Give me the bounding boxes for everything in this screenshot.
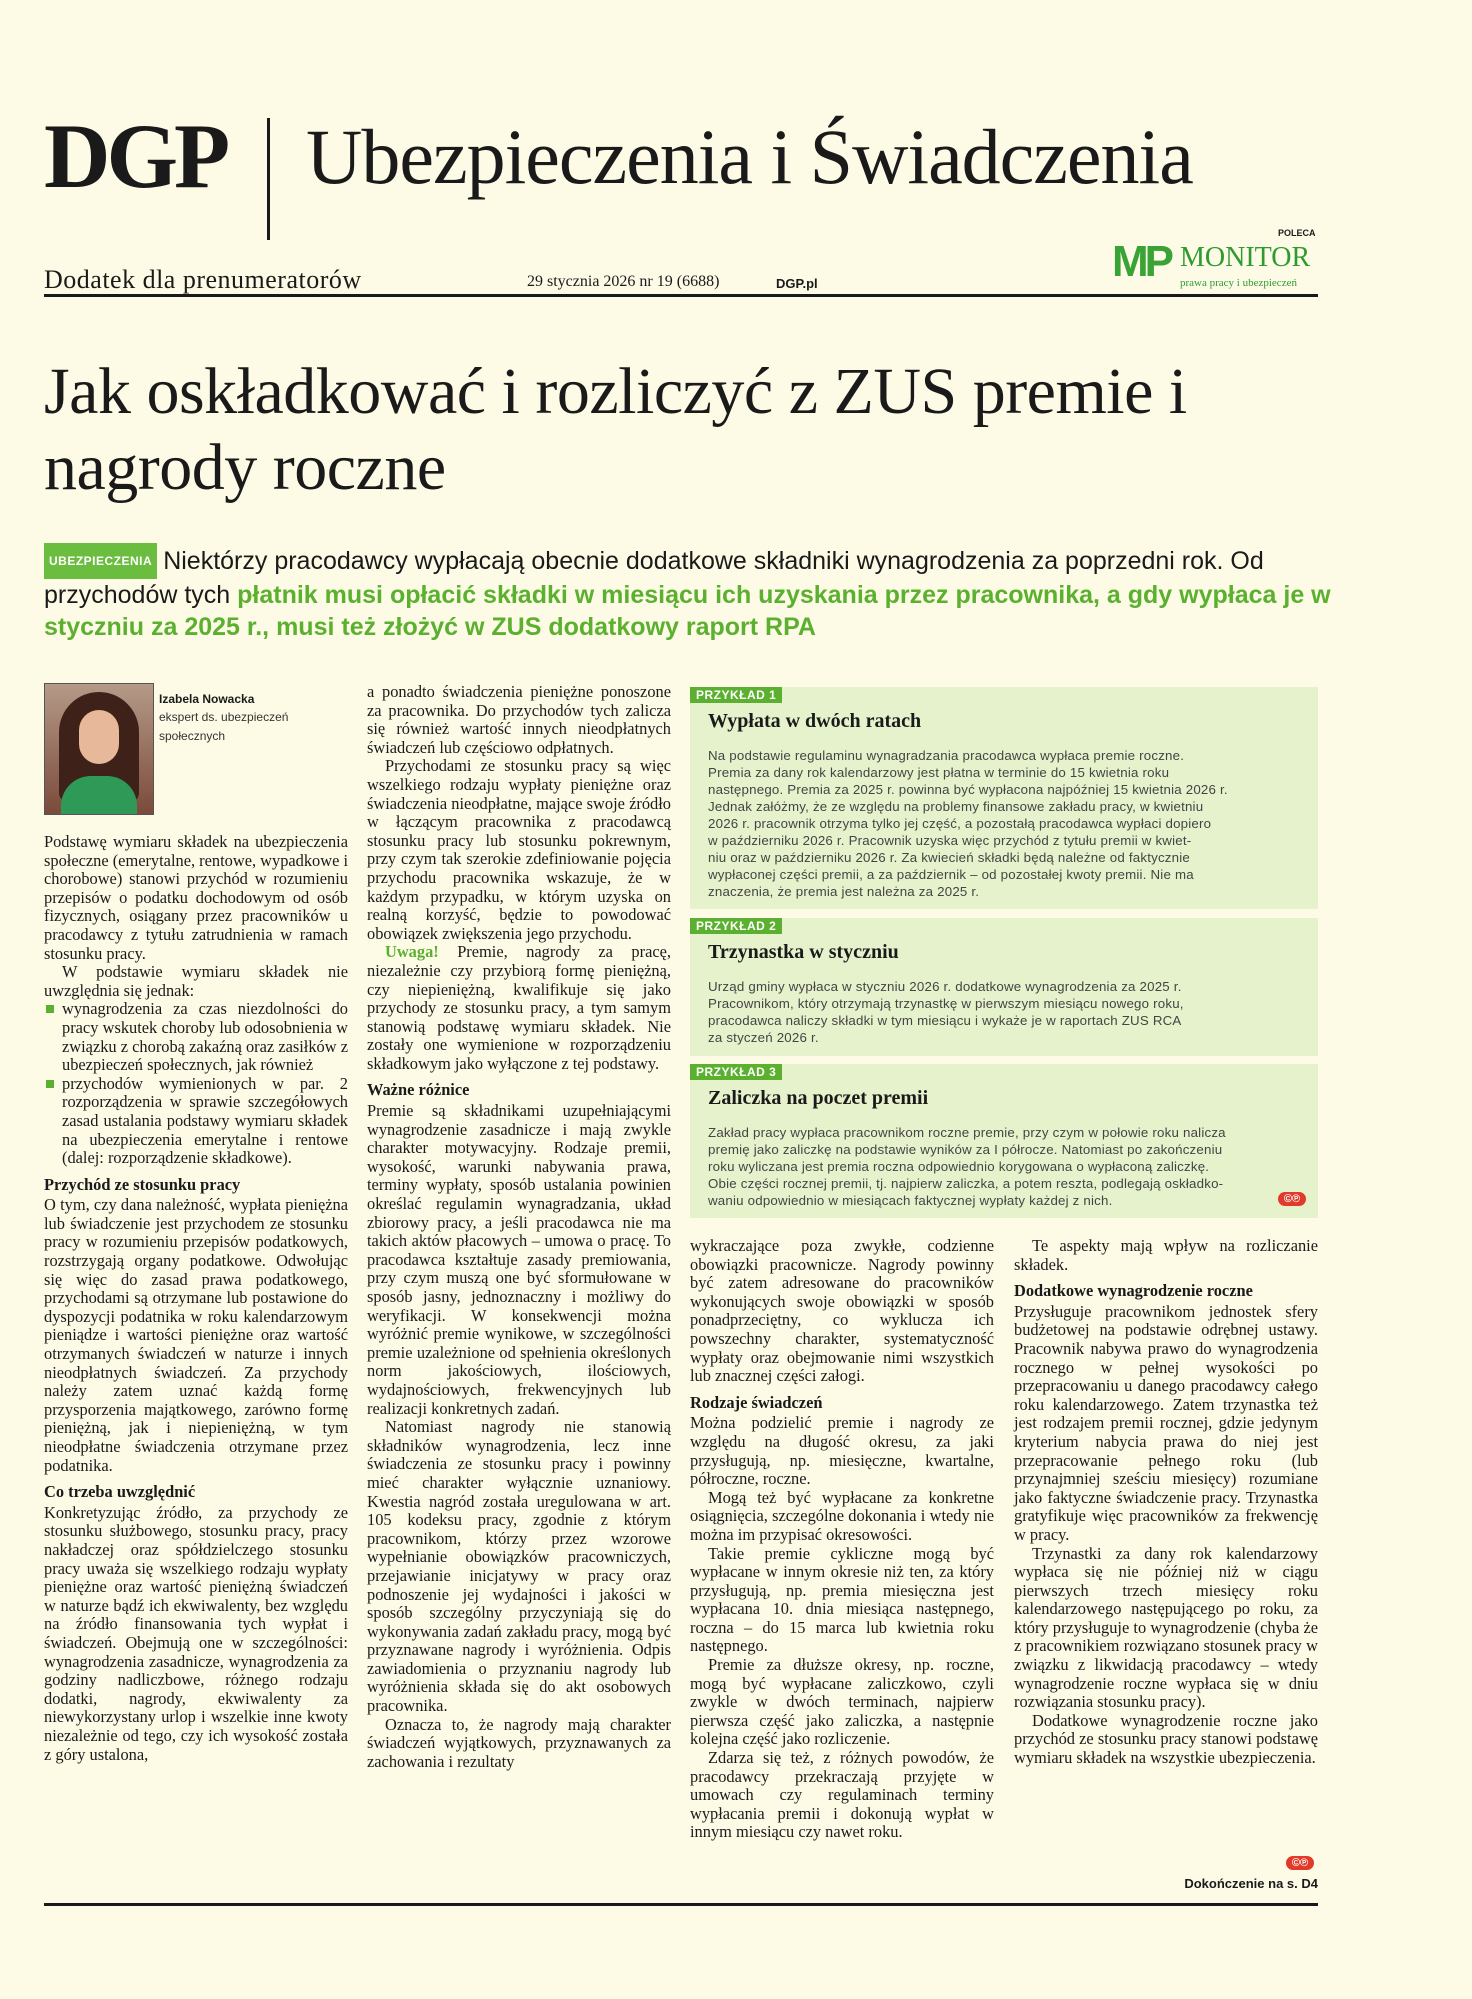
- mp-logo: MP: [1112, 237, 1170, 286]
- text-line: w październiku 2026 r. Pracownik uzyska więc przychód z tytułu premii w kwiet-: [708, 833, 1192, 848]
- example-text: [708, 978, 1308, 1046]
- text-line: 2026 r. pracownik otrzyma tylko jej część, a pozostałą pracodawca wypłaci dopiero: [708, 816, 1212, 831]
- text-line: Na podstawie regulaminu wynagradzania pracodawca wypłaca premie roczne.: [708, 748, 1185, 763]
- bottom-rule: [44, 1903, 1318, 1906]
- dgp-logo: DGP: [44, 105, 227, 207]
- paragraph: [367, 943, 671, 1073]
- text-line: niu oraz w październiku 2026 r. Za kwiecień składki będą należne od faktycznie: [708, 850, 1190, 865]
- paragraph: wykraczające poza zwykłe, codzienne obowiązki pracownicze. Nagrody powinny być zatem adresowane do pracowników wykonujących swoje obowiązki w sposób ponadprzeciętny, co wyklucza ich powszechny charakter, systematyczność wypłaty oraz obejmowanie nimi wszystkich lub znacznej części załogi.: [690, 1236, 994, 1386]
- paragraph: a ponadto świadczenia pieniężne ponoszone za pracownika. Do przychodów tych zalicza się również wartość innych nieodpłatnych świadczeń lub częściowo odpłatnych.: [367, 682, 671, 757]
- paragraph: Natomiast nagrody nie stanowią składników wynagrodzenia, lecz inne świadczenia ze stosunku pracy i powinny mieć charakter wyłącznie uznaniowy. Kwestia nagród została uregulowana w art. 105 kodeksu pracy, zgodnie z którym pracownikom, którzy przez wzorowe wypełnianie obowiązków pracowniczych, przejawianie inicjatywy w pracy oraz podnoszenie jej wydajności i jakości w sposób szczególny przyczyniają się do wykonywania zadań zakładu pracy, mogą być przyznawane nagrody i wyróżnienia. Odpis zawiadomienia o przyznaniu nagrody lub wyróżnienia składa się do akt osobowych pracownika.: [367, 1417, 671, 1716]
- author-role: ekspert ds. ubezpieczeń społecznych: [159, 710, 289, 743]
- article-lead: [44, 543, 1334, 643]
- subheading: Dodatkowe wynagrodzenie roczne: [1014, 1281, 1253, 1301]
- text-line: Obie części rocznej premii, tj. najpierw zaliczka, a potem reszta, podlegają oskładko-: [708, 1176, 1224, 1191]
- example-box-1: [690, 687, 1318, 909]
- section-title: Ubezpieczenia i Świadczenia: [306, 113, 1193, 200]
- text-line: premię jako zaliczkę na podstawie wyników za I półrocze. Natomiast po zakończeniu: [708, 1142, 1223, 1157]
- subheading: Ważne różnice: [367, 1080, 470, 1100]
- paragraph: Premie za dłuższe okresy, np. roczne, mogą być wypłacane zaliczkowo, czyli zwykle w dwóch terminach, najpierw pierwsza część jako zaliczka, a następnie kolejna część jako rozliczenie.: [690, 1655, 994, 1749]
- text-line: wypłaconej części premii, a za październik – od pozostałej kwoty premii. Nie ma: [708, 867, 1194, 882]
- example-label: PRZYKŁAD 3: [690, 1064, 782, 1080]
- text-line: pracodawca naliczy składki w tym miesiącu i wykaże je w raportach ZUS RCA: [708, 1013, 1182, 1028]
- paragraph: W podstawie wymiaru składek nie uwzględnia się jednak:: [44, 962, 348, 1000]
- example-label: PRZYKŁAD 1: [690, 687, 782, 703]
- author-photo: [44, 683, 154, 815]
- column-1: [44, 833, 348, 1764]
- continuation-note[interactable]: Dokończenie na s. D4: [1184, 1876, 1318, 1891]
- example-text: [708, 1124, 1308, 1209]
- paragraph: Premie są składnikami uzupełniającymi wynagrodzenie zasadnicze i mają zwykle charakter motywacyjny. Rodzaje premii, wysokość, warunki nabywania prawa, terminy wypłaty, sposób ustalania powinien określać regulamin wynagradzania, układ zbiorowy pracy, a jeśli pracodawca nie ma takich aktów płacowych – umowa o pracę. To pracodawca kształtuje zasady premiowania, przy czym muszą one być sformułowane w sposób jasny, jednoznaczny i możliwy do weryfikacji. W konsekwencji można wyróżnić premie wynikowe, w szczególności premie uzależnione od spełnienia określonych norm jakościowych, ilościowych, wydajnościowych, frekwencyjnych lub realizacji konkretnych zadań.: [367, 1101, 671, 1418]
- masthead-divider: [267, 118, 270, 240]
- top-rule: [44, 294, 1318, 297]
- column-3: [690, 1237, 994, 1842]
- text-line: Jednak załóżmy, że ze względu na problemy finansowe zakładu pracy, w kwietniu: [708, 799, 1204, 814]
- text-line: następnego. Premia za 2025 r. powinna być wypłacona najpóźniej 15 kwietnia 2026 r.: [708, 782, 1228, 797]
- paragraph: Przysługuje pracownikom jednostek sfery budżetowej na podstawie odrębnej ustawy. Pracownik nabywa prawo do wynagrodzenia rocznego w pełnej wysokości po przepracowaniu u danego pracodawcy całego roku kalendarzowego. Zatem trzynastka też jest rodzajem premii rocznej, gdzie jedynym kryterium nabycia prawa do niej jest przepracowanie pełnego roku (lub przynajmniej sześciu miesięcy) rozumiane jako faktyczne świadczenie pracy. Trzynastka gratyfikuje więc pracowników za frekwencję w pracy.: [1014, 1301, 1318, 1544]
- issue-date: 29 stycznia 2026 nr 19 (6688): [527, 273, 720, 290]
- monitor-logo: MONITOR: [1180, 242, 1311, 273]
- monitor-subtitle: prawa pracy i ubezpieczeń: [1180, 277, 1297, 289]
- example-title: Wypłata w dwóch ratach: [708, 710, 922, 732]
- paragraph: Te aspekty mają wpływ na rozliczanie składek.: [1014, 1236, 1318, 1274]
- paragraph: Podstawę wymiaru składek na ubezpieczenia społeczne (emerytalne, rentowe, wypadkowe i chorobowe) stanowi przychód w rozumieniu przepisów o podatku dochodowym od osób fizycznych, osiągany przez pracowników u pracodawcy z tytułu zatrudnienia w ramach stosunku pracy.: [44, 832, 349, 963]
- paragraph: Dodatkowe wynagrodzenie roczne jako przychód ze stosunku pracy stanowi podstawę wymiaru składek na wszystkie ubezpieczenia.: [1014, 1710, 1318, 1768]
- lead-bold-text: płatnik musi opłacić składki w miesiącu ich uzyskania przez pracownika, a gdy wypłaca je w styczniu za 2025 r., musi też złożyć w ZUS dodatkowy raport RPA: [44, 581, 1331, 641]
- copyright-mark: ©℗: [1286, 1856, 1314, 1870]
- text-line: Urząd gminy wypłaca w styczniu 2026 r. dodatkowe wynagrodzenia za 2025 r.: [708, 979, 1182, 994]
- text-line: za styczeń 2026 r.: [708, 1030, 819, 1045]
- paragraph: Konkretyzując źródło, za przychody ze stosunku służbowego, stosunku pracy, pracy nakładczej oraz spółdzielczego stosunku pracy uważa się wszelkiego rodzaju wypłaty pieniężne oraz wartość pieniężną świadczeń w naturze bądź ich ekwiwalenty, bez względu na źródło finansowania tych wypłat i świadczeń. Obejmują one w szczególności: wynagrodzenia zasadnicze, wynagrodzenia za godziny nadliczbowe, różnego rodzaju dodatki, nagrody, ekwiwalenty za niewykorzystany urlop i wszelkie inne kwoty niezależnie od tego, czy ich wysokość została z góry ustalona,: [44, 1502, 348, 1764]
- copyright-mark: ©℗: [1278, 1192, 1306, 1206]
- paragraph: Oznacza to, że nagrody mają charakter świadczeń wyjątkowych, przyznawanych za zachowania i rezultaty: [367, 1714, 671, 1771]
- example-title: Trzynastka w styczniu: [708, 941, 899, 963]
- exclusions-list: [44, 1000, 348, 1167]
- paragraph: Można podzielić premie i nagrody ze względu na długość okresu, za jaki przysługują, np. miesięczne, kwartalne, półroczne, roczne.: [690, 1413, 994, 1489]
- paragraph: Zdarza się też, z różnych powodów, że pracodawcy przekraczają przyjęte w umowach czy regulaminach terminy wypłacania premii i dokonują wypłat w innym miesiącu czy nawet roku.: [690, 1748, 994, 1842]
- lead-text: Niektórzy pracodawcy wypłacają obecnie dodatkowe składniki wynagrodzenia za poprzedni rok. Od przychodów tych: [44, 547, 1264, 609]
- example-box-3: [690, 1064, 1318, 1218]
- article-headline: Jak oskładkować i rozliczyć z ZUS premie i nagrody roczne: [44, 355, 1187, 504]
- example-text: [708, 747, 1308, 900]
- author-name: Izabela Nowacka: [159, 692, 255, 706]
- subheading: Co trzeba uwzględnić: [44, 1482, 196, 1502]
- uwaga-text: Premie, nagrody za pracę, niezależnie czy przybiorą formę pieniężną, czy niepieniężną, kwalifikuje się jako przychody ze stosunku pracy, a tym samym stanowią podstawę wymiaru składek. Nie zostały one wymienione w rozporządzeniu składkowym jako wyłączone z tej podstawy.: [367, 942, 671, 1073]
- subheading: Rodzaje świadczeń: [690, 1392, 823, 1412]
- text-line: roku wyliczana jest premia roczna odpowiednio korygowana o wypłaconą zaliczkę.: [708, 1159, 1210, 1174]
- paragraph: O tym, czy dana należność, wypłata pieniężna lub świadczenie jest przychodem ze stosunku pracy w rozumieniu przepisów podatkowych, rozstrzygają organy podatkowe. Odwołując się więc do zasad prawa podatkowego, przychodami są otrzymane lub postawione do dyspozycji podatnika w roku kalendarzowym pieniądze i wartości pieniężne oraz wartość otrzymanych świadczeń w naturze i innych nieodpłatnych świadczeń. Za przychody należy zatem uznać każdą formę przysporzenia majątkowego, zarówno formę pieniężną, jak i niepieniężną, w tym nieodpłatne świadczenia otrzymane przez podatnika.: [44, 1195, 348, 1475]
- poleca-label: POLECA: [1278, 228, 1316, 238]
- site-link[interactable]: DGP.pl: [776, 276, 818, 291]
- uwaga-label: Uwaga!: [385, 942, 439, 962]
- example-box-2: [690, 918, 1318, 1056]
- column-2: [367, 683, 671, 1771]
- list-item: przychodów wymienionych w par. 2 rozporządzenia w sprawie szczegółowych zasad ustalania podstawy wymiaru składek na ubezpieczenia emerytalne i rentowe (dalej: rozporządzenie składkowe).: [62, 1073, 348, 1168]
- supplement-subtitle: Dodatek dla prenumeratorów: [44, 265, 362, 294]
- paragraph: Mogą też być wypłacane za konkretne osiągnięcia, szczególne dokonania i wtedy nie można im przypisać okresowości.: [690, 1487, 994, 1544]
- paragraph: Przychodami ze stosunku pracy są więc wszelkiego rodzaju wypłaty pieniężne oraz świadczenia nieodpłatne, mające swoje źródło w łączącym pracownika z pracodawcą stosunku pracy lub stosunku pokrewnym, przy czym tak szerokie zdefiniowanie pojęcia przychodu pracownika wskazuje, że w każdym przypadku, w którym uzyska on realną korzyść, będzie to powodować obowiązek zwiększenia jego przychodu.: [367, 756, 671, 943]
- list-item: wynagrodzenia za czas niezdolności do pracy wskutek choroby lub odosobnienia w związku z chorobą zakaźną oraz zasiłków z ubezpieczeń społecznych, jak również: [62, 999, 348, 1075]
- column-4: [1014, 1237, 1318, 1768]
- paragraph: Trzynastki za dany rok kalendarzowy wypłaca się nie później niż w ciągu pierwszych trzech miesięcy roku kalendarzowego następującego po roku, za który przysługuje to wynagrodzenie (chyba że z pracownikiem rozwiązano stosunek pracy w związku z likwidacją pracodawcy – wtedy wynagrodzenie roczne wypłaca się w dniu rozwiązania stosunku pracy).: [1014, 1543, 1318, 1712]
- text-line: Zakład pracy wypłaca pracownikom roczne premie, przy czym w połowie roku nalicza: [708, 1125, 1226, 1140]
- text-line: waniu odpowiednio w miesiącach faktycznej wypłaty każdej z nich.: [708, 1193, 1113, 1208]
- example-label: PRZYKŁAD 2: [690, 918, 782, 934]
- category-tag: UBEZPIECZENIA: [44, 543, 157, 579]
- example-title: Zaliczka na poczet premii: [708, 1087, 929, 1109]
- subheading: Przychód ze stosunku pracy: [44, 1174, 241, 1194]
- paragraph: Takie premie cykliczne mogą być wypłacane w innym okresie niż ten, za który przysługują, np. premia miesięczna jest wypłacana 10. dnia miesiąca następnego, roczna – do 15 marca lub kwietnia roku następnego.: [690, 1543, 994, 1656]
- text-line: Pracownikom, który otrzymają trzynastkę w pierwszym miesiącu nowego roku,: [708, 996, 1184, 1011]
- text-line: znaczenia, że premia jest należna za 2025 r.: [708, 884, 980, 899]
- text-line: Premia za dany rok kalendarzowy jest płatna w terminie do 15 kwietnia roku: [708, 765, 1170, 780]
